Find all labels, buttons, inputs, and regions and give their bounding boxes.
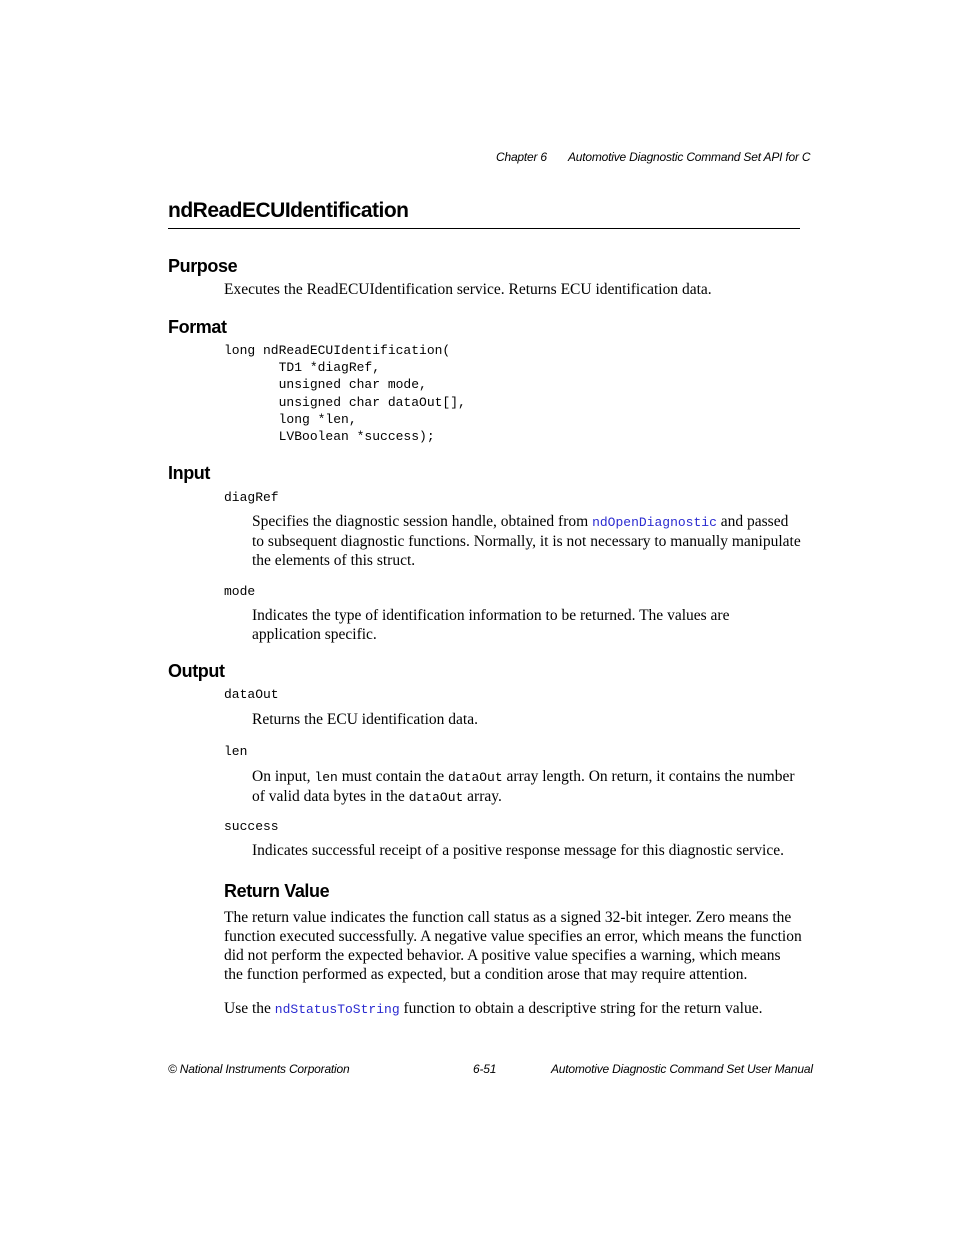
footer-copyright: © National Instruments Corporation <box>168 1062 350 1076</box>
param-diagref-name: diagRef <box>224 490 279 505</box>
purpose-heading: Purpose <box>168 256 238 276</box>
ndopendiagnostic-link[interactable]: ndOpenDiagnostic <box>592 515 717 530</box>
output-heading: Output <box>168 661 225 681</box>
page-title: ndReadECUIdentification <box>168 199 409 222</box>
title-rule <box>168 228 800 229</box>
param-dataout-name: dataOut <box>224 687 279 702</box>
return-value-text: The return value indicates the function call status as a signed 32-bit integer. Zero means the function executed successfully. A negative value specifies an error, which means the function did not perform the expected behavior. A positive value specifies a warning, which means the function performed as expected, but a condition arose that may require attention. <box>224 909 802 983</box>
footer-page-number: 6-51 <box>473 1062 497 1076</box>
param-success-description: Indicates successful receipt of a positive response message for this diagnostic service. <box>252 842 784 859</box>
format-heading: Format <box>168 317 227 337</box>
param-len-description: On input, len must contain the dataOut array length. On return, it contains the number of valid data bytes in the dataOut array. <box>252 768 795 805</box>
format-code: long ndReadECUIdentification( TD1 *diagRef, unsigned char mode, unsigned char dataOut[], long *len, LVBoolean *success); <box>224 343 466 445</box>
return-value-heading: Return Value <box>224 881 330 901</box>
param-len-name: len <box>224 744 248 759</box>
param-diagref-description: Specifies the diagnostic session handle, obtained from ndOpenDiagnostic and passed to subsequent diagnostic functions. Normally, it is not necessary to manually manipulate the elements of this struct. <box>252 513 801 569</box>
return-value-usage: Use the ndStatusToString function to obtain a descriptive string for the return value. <box>224 1000 763 1017</box>
param-mode-description: Indicates the type of identification information to be returned. The values are application specific. <box>252 607 730 643</box>
purpose-text: Executes the ReadECUIdentification service. Returns ECU identification data. <box>224 281 712 298</box>
footer-manual-title: Automotive Diagnostic Command Set User Manual <box>551 1062 813 1076</box>
ndstatustostring-link[interactable]: ndStatusToString <box>274 1002 400 1017</box>
running-header-section: Automotive Diagnostic Command Set API for C <box>568 150 811 164</box>
input-heading: Input <box>168 463 210 483</box>
running-header-chapter: Chapter 6 <box>496 150 547 164</box>
param-success-name: success <box>224 819 279 834</box>
param-mode-name: mode <box>224 584 256 599</box>
param-dataout-description: Returns the ECU identification data. <box>252 711 478 728</box>
